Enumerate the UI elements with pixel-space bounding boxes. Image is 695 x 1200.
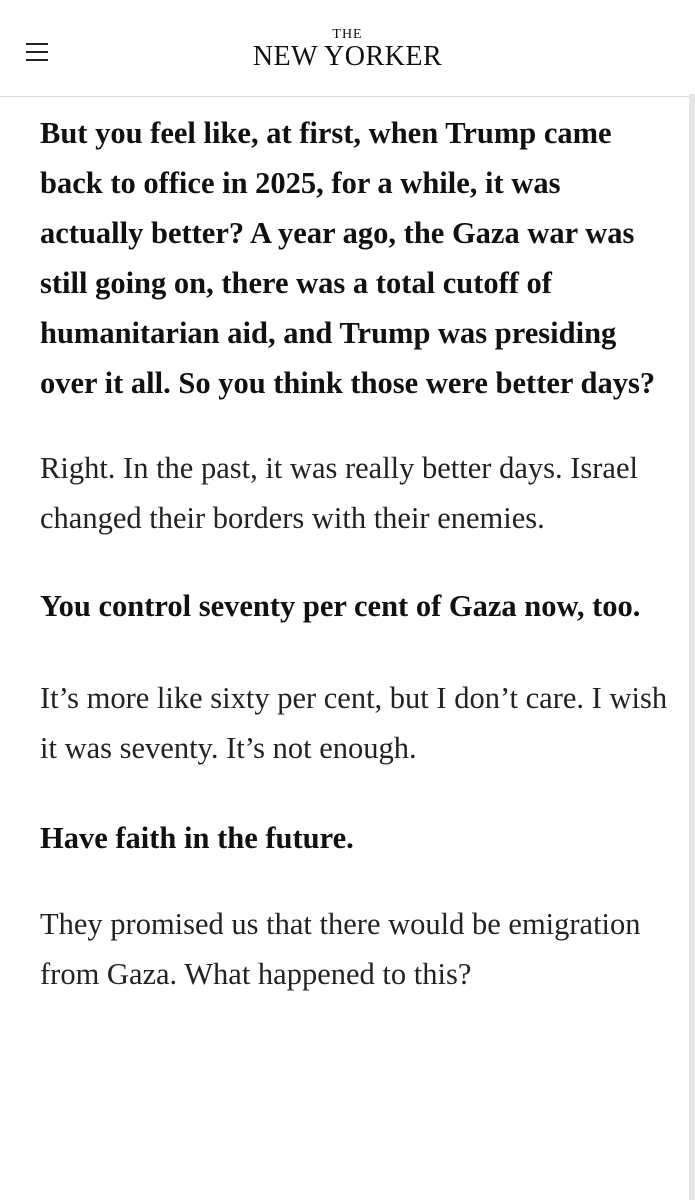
interview-answer: Right. In the past, it was really better days. Israel changed their borders with their enemies. <box>40 451 638 535</box>
interview-question: But you feel like, at first, when Trump came back to office in 2025, for a while, it was actually better? A year ago, the Gaza war was still going on, there was a total cutoff of humanitarian aid, and Trump was presiding over it all. So you think those were better days? <box>40 116 656 400</box>
logo-name: NEW YORKER <box>252 41 443 72</box>
logo-the: THE <box>332 27 363 42</box>
interview-question: Have faith in the future. <box>40 821 354 855</box>
scrollbar-track[interactable] <box>689 94 695 1200</box>
article-body <box>40 108 670 999</box>
site-header <box>0 0 695 97</box>
interview-question: You control seventy per cent of Gaza now, too. <box>40 589 641 623</box>
interview-answer: They promised us that there would be emigration from Gaza. What happened to this? <box>40 907 641 991</box>
site-logo[interactable] <box>0 28 695 72</box>
interview-answer: It’s more like sixty per cent, but I don’t care. I wish it was seventy. It’s not enough. <box>40 681 668 765</box>
